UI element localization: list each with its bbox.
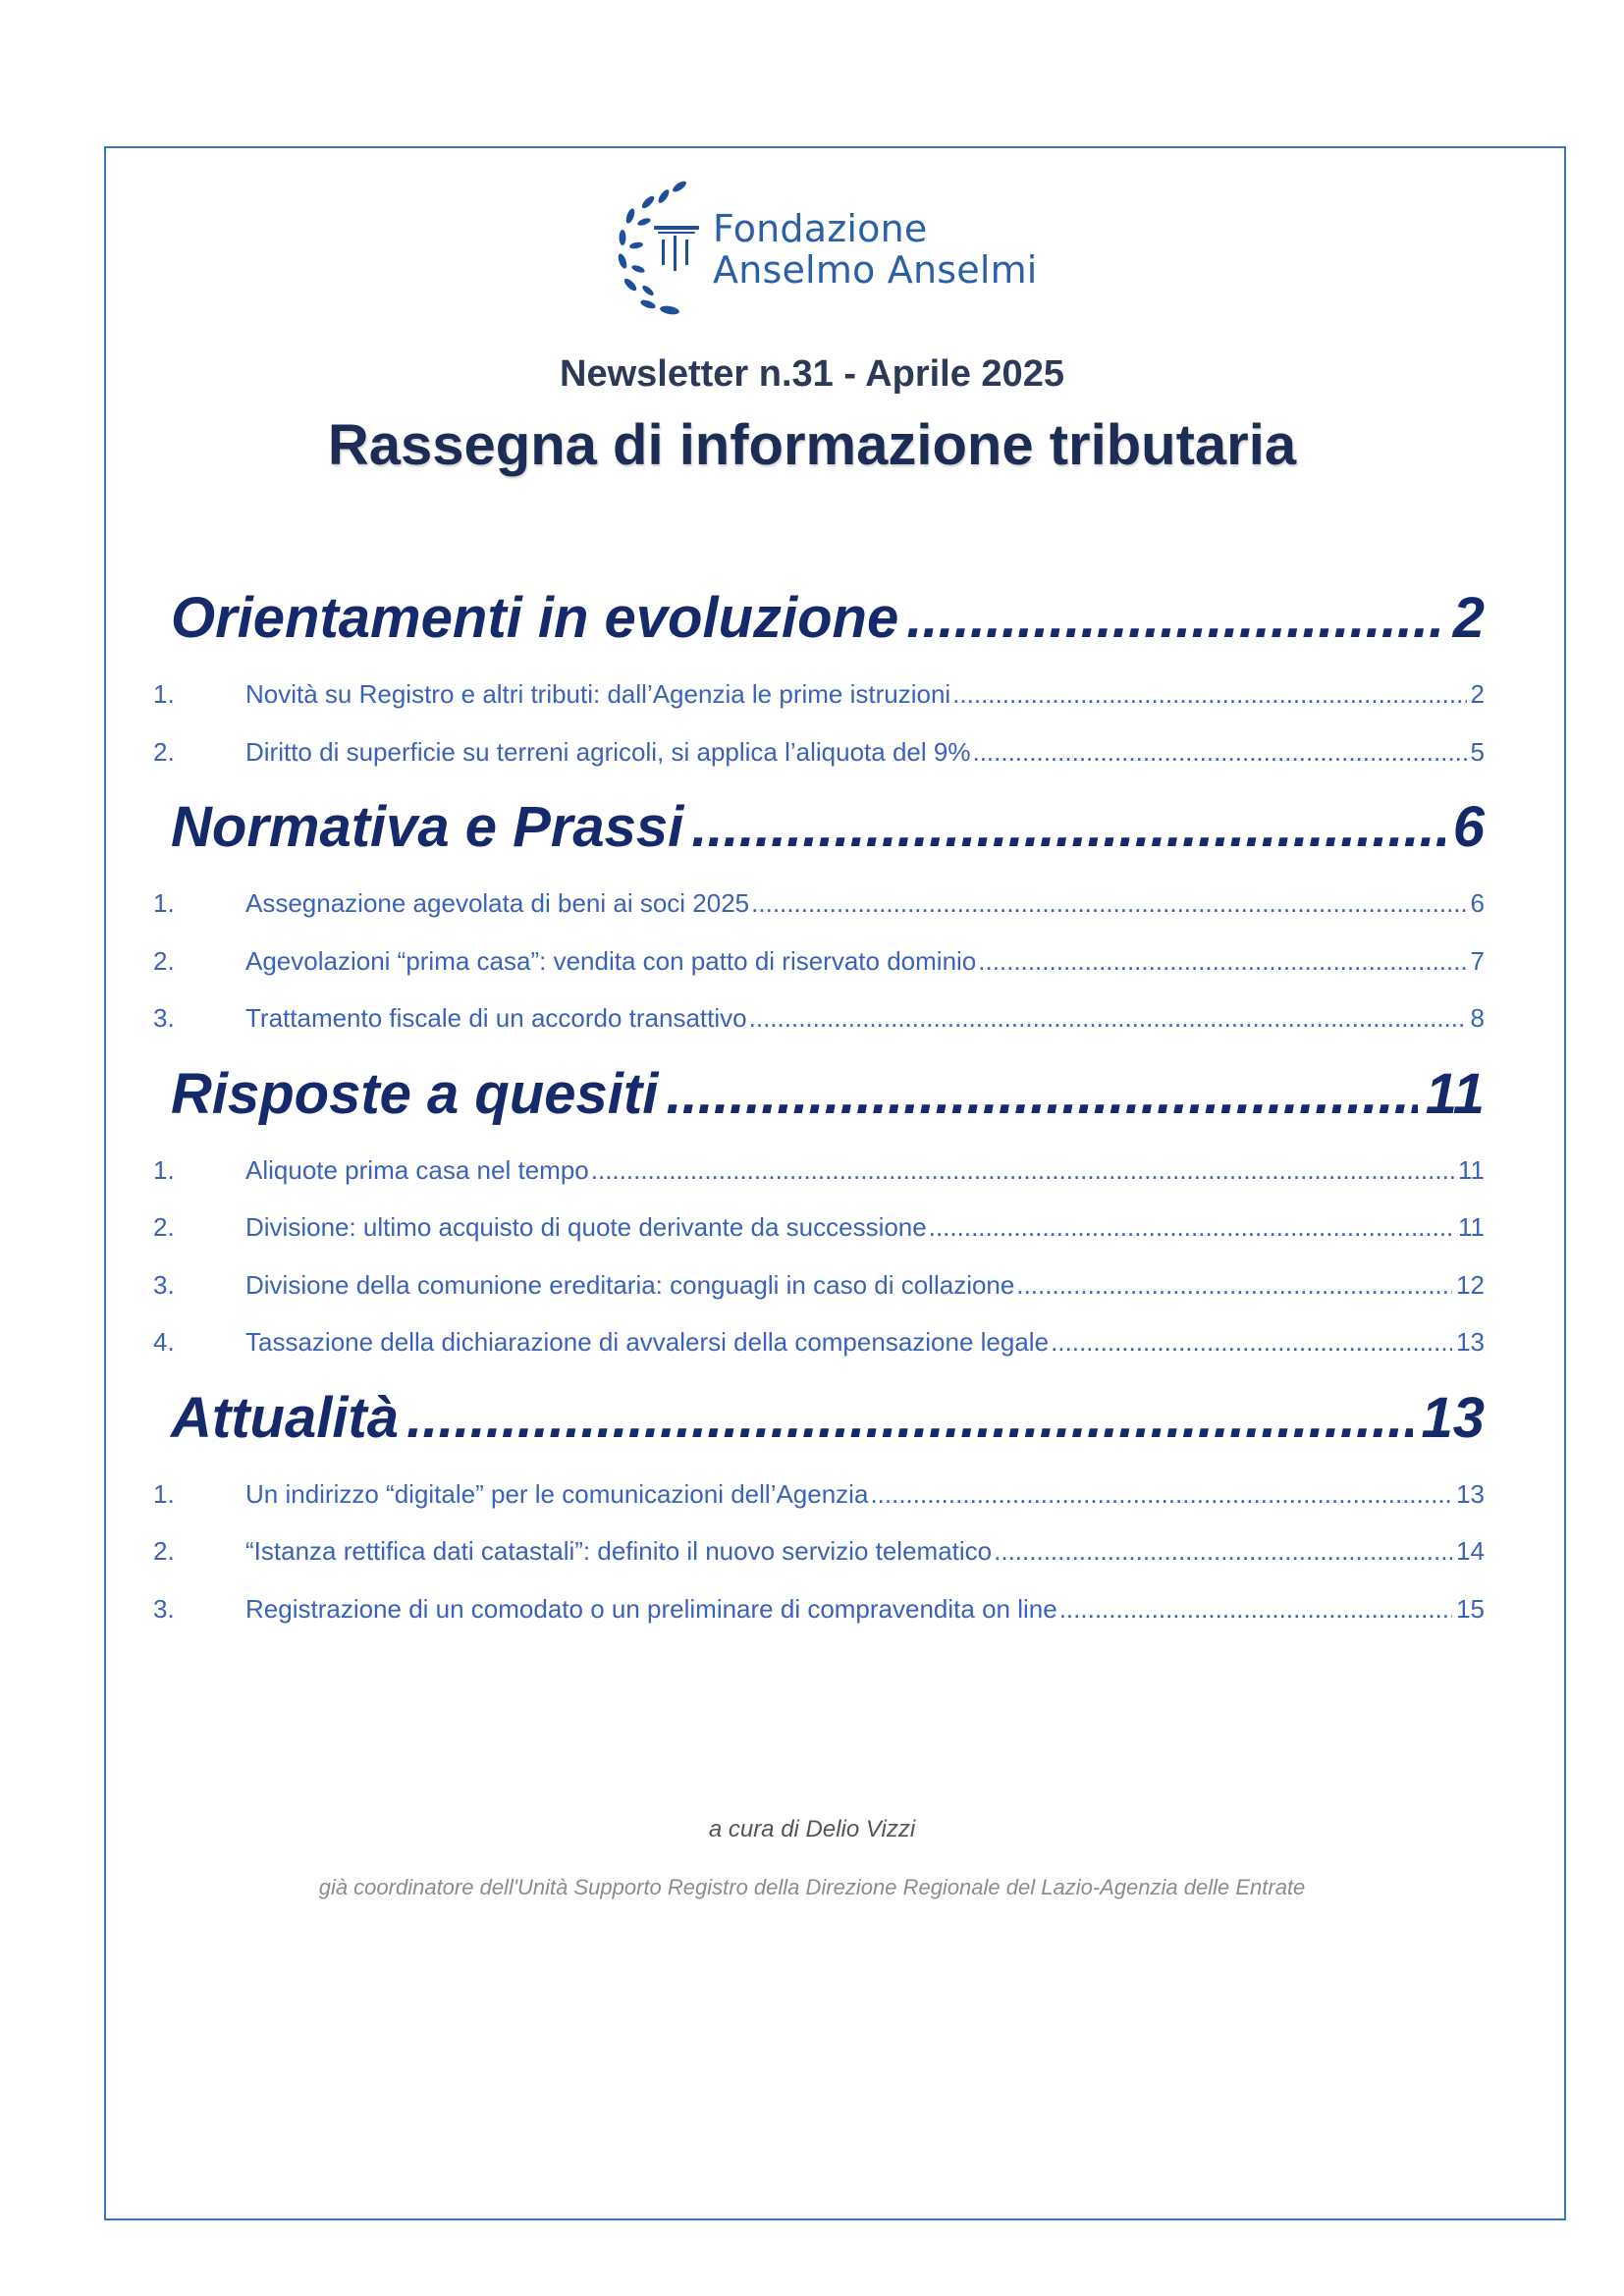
section-title: Risposte a quesiti [171,1061,659,1126]
dot-leader [751,888,1466,919]
dot-leader [994,1536,1452,1567]
toc-entry[interactable] [153,1327,1485,1385]
dot-leader [929,1212,1454,1243]
foundation-logo [609,175,1080,332]
entry-page: 13 [1456,1478,1485,1509]
laurel-column-icon [609,175,707,332]
entry-page: 13 [1456,1327,1485,1357]
entry-page: 14 [1456,1536,1485,1566]
logo-line-2: Anselmo Anselmi [713,248,1038,292]
entry-number: 3. [153,1593,175,1624]
section-title: Orientamenti in evoluzione [171,586,899,650]
toc-entry[interactable] [153,1155,1485,1213]
entry-number: 2. [153,1536,175,1566]
toc-entry[interactable] [153,1594,1485,1652]
entry-number: 1. [153,1154,175,1185]
section-page: 2 [1452,586,1485,650]
entry-page: 11 [1458,1212,1485,1242]
logo-line-1: Fondazione [713,207,928,250]
entry-number: 2. [153,945,175,976]
entry-title: Tassazione della dichiarazione di avvalersi della compensazione legale [245,1327,1050,1357]
toc-section-heading[interactable] [171,1385,1485,1479]
toc-entry[interactable] [153,1270,1485,1328]
entry-number: 2. [153,736,175,767]
toc-section-heading[interactable] [171,794,1485,888]
section-title: Attualità [171,1385,399,1450]
entry-number: 4. [153,1327,175,1357]
entry-page: 5 [1470,736,1485,767]
entry-title: Divisione: ultimo acquisto di quote derivante da successione [245,1212,927,1242]
entry-title: Diritto di superficie su terreni agricoli, si applica l’aliquota del 9% [245,736,971,767]
entry-title: “Istanza rettifica dati catastali”: definito il nuovo servizio telematico [245,1536,993,1566]
dot-leader [591,1155,1454,1186]
toc-entry[interactable] [153,888,1485,946]
entry-page: 12 [1456,1269,1485,1300]
section-page: 11 [1425,1061,1485,1126]
toc-section-heading[interactable] [171,585,1485,679]
logo-text [713,208,1038,291]
entry-number: 1. [153,888,175,918]
entry-title: Un indirizzo “digitale” per le comunicazioni dell’Agenzia [245,1478,869,1509]
entry-page: 2 [1470,679,1485,709]
dot-leader [906,585,1445,651]
toc-entry[interactable] [153,1479,1485,1537]
dot-leader [1051,1327,1452,1358]
entry-number: 1. [153,679,175,709]
entry-page: 11 [1458,1154,1485,1185]
entry-title: Trattamento fiscale di un accordo transattivo [245,1003,747,1033]
toc-entry[interactable] [153,1212,1485,1270]
entry-title: Novità su Registro e altri tributi: dall’Agenzia le prime istruzioni [245,679,951,709]
toc-entry[interactable] [153,737,1485,795]
section-page: 6 [1452,795,1485,859]
section-page: 13 [1421,1385,1485,1450]
entry-page: 15 [1456,1593,1485,1624]
dot-leader [666,1061,1417,1127]
dot-leader [978,946,1466,977]
entry-number: 1. [153,1478,175,1509]
entry-page: 8 [1470,1003,1485,1033]
dot-leader [406,1385,1413,1451]
entry-title: Assegnazione agevolata di beni ai soci 2025 [245,888,750,918]
page-title: Rassegna di informazione tributaria [327,413,1297,477]
toc-entry[interactable] [153,1003,1485,1061]
entry-number: 3. [153,1269,175,1300]
dot-leader [972,737,1466,768]
dot-leader [1059,1594,1452,1625]
entry-page: 6 [1470,888,1485,918]
dot-leader [870,1479,1452,1510]
entry-title: Registrazione di un comodato o un preliminare di compravendita on line [245,1593,1057,1624]
curator-credit: a cura di Delio Vizzi [708,1816,916,1842]
newsletter-issue: Newsletter n.31 - Aprile 2025 [560,353,1064,395]
toc-entry[interactable] [153,679,1485,737]
entry-title: Agevolazioni “prima casa”: vendita con patto di riservato dominio [245,945,977,976]
dot-leader [749,1003,1467,1034]
table-of-contents [153,585,1485,1651]
curator-role: già coordinatore dell'Unità Supporto Registro della Direzione Regionale del Lazio-Agenzia delle Entrate [318,1875,1306,1899]
section-title: Normativa e Prassi [171,795,684,859]
dot-leader [952,679,1466,710]
entry-title: Aliquote prima casa nel tempo [245,1154,589,1185]
dot-leader [1016,1270,1452,1301]
toc-section-heading[interactable] [171,1061,1485,1155]
entry-number: 2. [153,1212,175,1242]
entry-page: 7 [1470,945,1485,976]
dot-leader [691,794,1444,860]
entry-title: Divisione della comunione ereditaria: conguagli in caso di collazione [245,1269,1015,1300]
entry-number: 3. [153,1003,175,1033]
toc-entry[interactable] [153,946,1485,1004]
toc-entry[interactable] [153,1536,1485,1594]
